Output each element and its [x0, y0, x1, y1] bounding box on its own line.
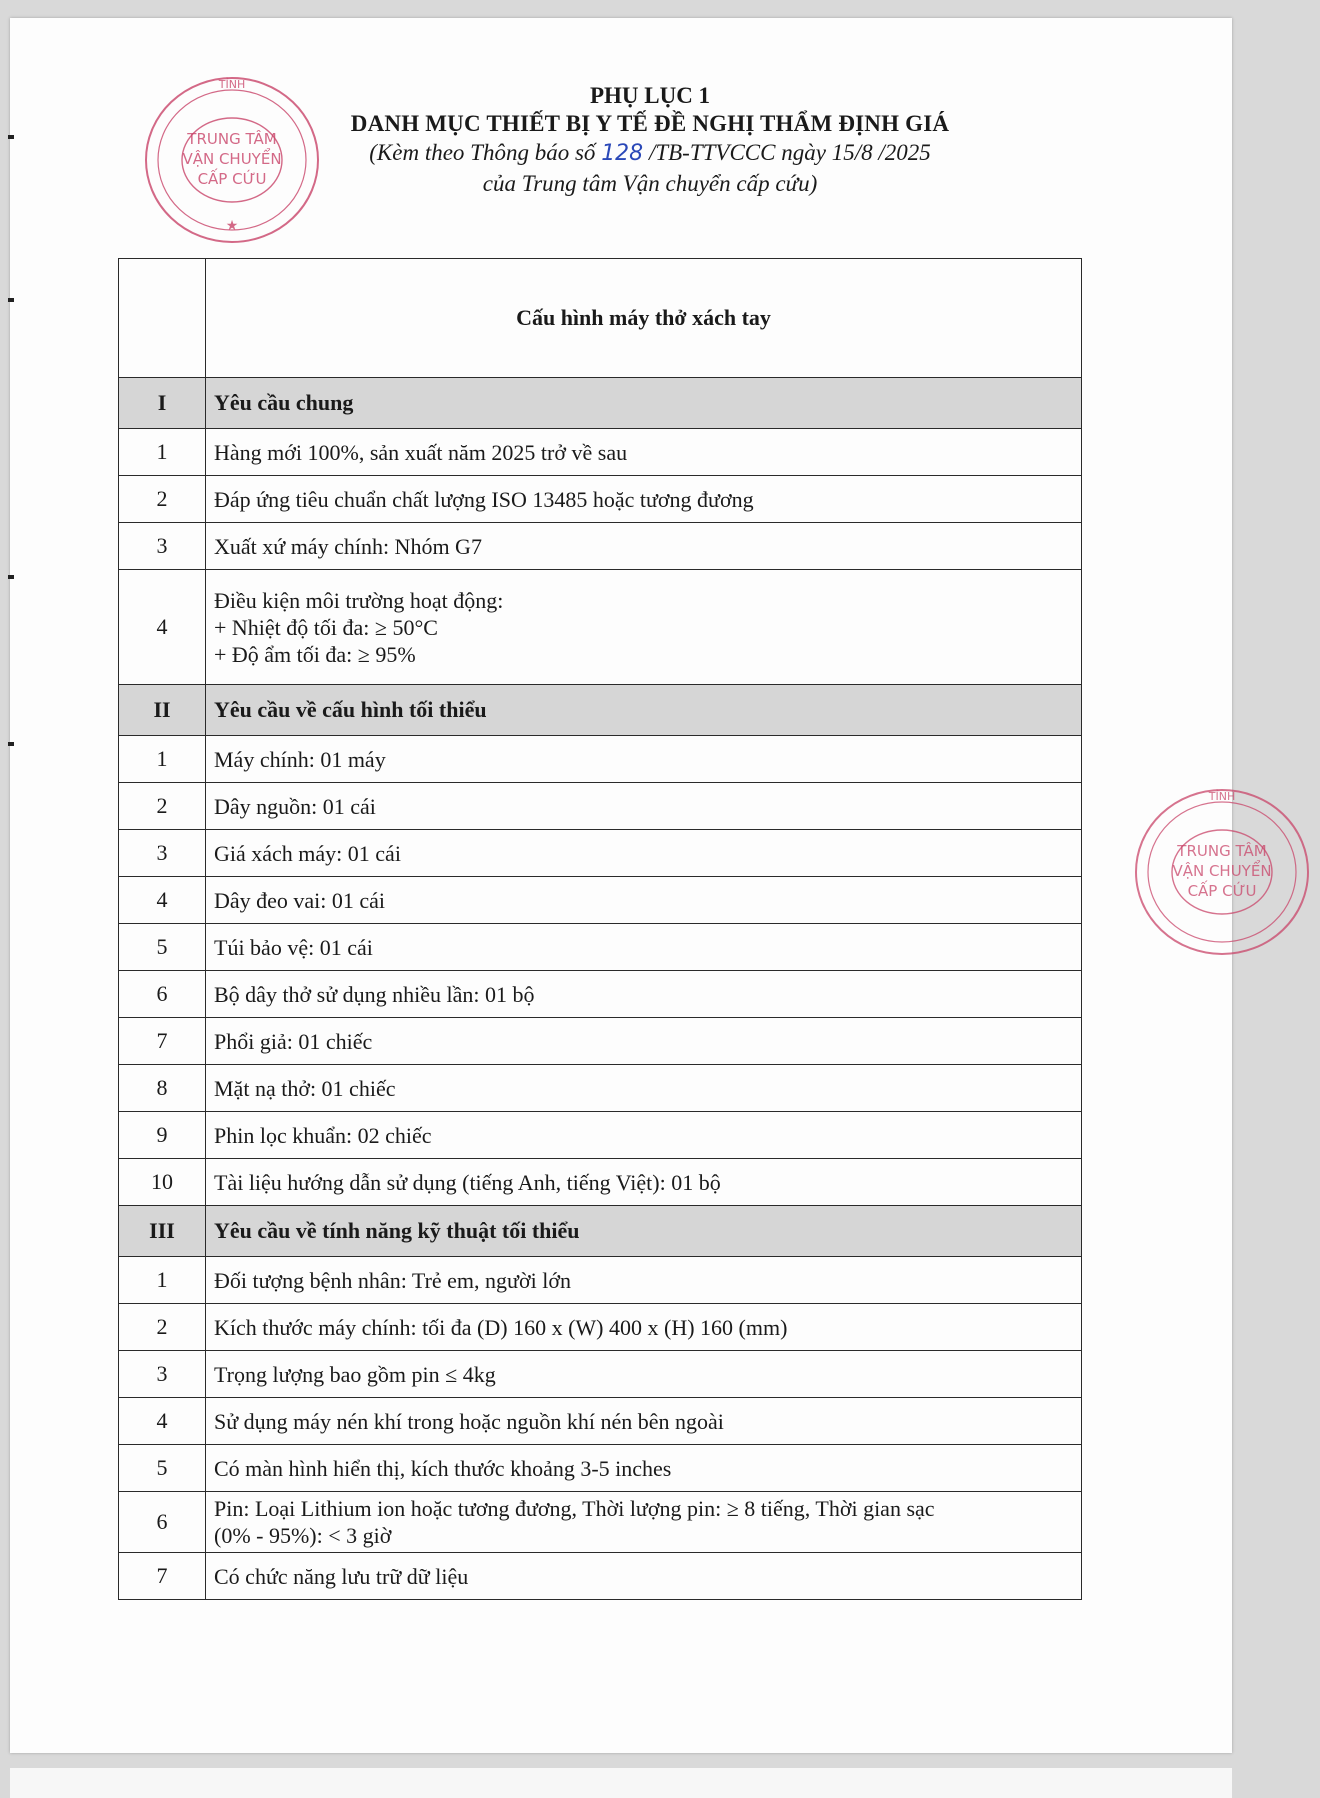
- row-content: [206, 523, 1082, 570]
- row-content: [206, 1112, 1082, 1159]
- stamp-line-2: VẬN CHUYỂN: [182, 150, 282, 168]
- row-number: 5: [119, 924, 206, 971]
- row-content-line: Dây đeo vai: 01 cái: [214, 887, 386, 913]
- row-content: [206, 429, 1082, 476]
- row-number: 6: [119, 1492, 206, 1553]
- stamp-line-1: TRUNG TÂM: [1177, 842, 1267, 860]
- scan-edge-mark: [8, 575, 14, 579]
- row-content-line: + Nhiệt độ tối đa: ≥ 50°C: [214, 614, 438, 640]
- issuer-line: của Trung tâm Vận chuyển cấp cứu): [482, 171, 818, 196]
- row-content-line: Phổi giả: 01 chiếc: [214, 1028, 373, 1054]
- row-content-line: Mặt nạ thở: 01 chiếc: [214, 1075, 396, 1101]
- row-number: 1: [119, 429, 206, 476]
- row-number: 2: [119, 783, 206, 830]
- row-content-line: Xuất xứ máy chính: Nhóm G7: [214, 533, 482, 559]
- official-stamp-partial: [1130, 782, 1272, 972]
- stamp-line-3: CẤP CỨU: [197, 170, 267, 188]
- table-row: [119, 1304, 1082, 1351]
- row-number: 3: [119, 1351, 206, 1398]
- row-content: [206, 570, 1082, 685]
- row-number: 4: [119, 570, 206, 685]
- row-number: 6: [119, 971, 206, 1018]
- row-number: 5: [119, 1445, 206, 1492]
- handwritten-number: 128: [601, 141, 644, 166]
- table-row: [119, 1159, 1082, 1206]
- section-row: [119, 1206, 1082, 1257]
- row-number: 7: [119, 1553, 206, 1600]
- table-row: [119, 523, 1082, 570]
- stamp-ring-text: TỈNH: [1208, 790, 1236, 803]
- next-page-edge: [10, 1768, 1232, 1798]
- row-content-line: Hàng mới 100%, sản xuất năm 2025 trở về sau: [214, 439, 628, 465]
- table-row: [119, 1492, 1082, 1553]
- row-content: [206, 1065, 1082, 1112]
- table-row: [119, 971, 1082, 1018]
- table-title-row: [119, 259, 1082, 378]
- table-row: [119, 877, 1082, 924]
- official-stamp: [140, 70, 330, 250]
- row-content: [206, 877, 1082, 924]
- row-content: [206, 1553, 1082, 1600]
- row-content-line: Phin lọc khuẩn: 02 chiếc: [214, 1122, 432, 1148]
- row-content: [206, 1304, 1082, 1351]
- table-row: [119, 783, 1082, 830]
- row-number: 3: [119, 523, 206, 570]
- row-number: 10: [119, 1159, 206, 1206]
- page-title: PHỤ LỤC 1: [589, 83, 711, 108]
- table-row: [119, 1018, 1082, 1065]
- title-num-cell: [119, 259, 206, 378]
- row-content-line: Có màn hình hiển thị, kích thước khoảng 3-5 inches: [214, 1455, 672, 1481]
- row-number: 1: [119, 1257, 206, 1304]
- row-content: [206, 1492, 1082, 1553]
- equipment-spec-table: [118, 258, 1082, 1600]
- row-number: 8: [119, 1065, 206, 1112]
- row-content: [206, 476, 1082, 523]
- row-content: [206, 783, 1082, 830]
- section-row: [119, 378, 1082, 429]
- table-row: [119, 1445, 1082, 1492]
- table-row: [119, 736, 1082, 783]
- row-content-line: Điều kiện môi trường hoạt động:: [214, 587, 504, 613]
- reference-suffix: /TB-TTVCCC ngày 15/8 /2025: [643, 140, 931, 165]
- table-row: [119, 830, 1082, 877]
- scan-edge-mark: [8, 298, 14, 302]
- section-label: Yêu cầu về cấu hình tối thiểu: [206, 685, 1082, 736]
- row-content-line: Túi bảo vệ: 01 cái: [214, 934, 373, 960]
- row-content-line: Đối tượng bệnh nhân: Trẻ em, người lớn: [214, 1267, 571, 1293]
- row-content: [206, 1159, 1082, 1206]
- table-row: [119, 1351, 1082, 1398]
- row-content-line: Pin: Loại Lithium ion hoặc tương đương, Thời lượng pin: ≥ 8 tiếng, Thời gian sạc: [214, 1496, 935, 1521]
- row-number: 4: [119, 877, 206, 924]
- stamp-line-2: VẬN CHUYỂN: [1172, 862, 1272, 880]
- section-number: II: [119, 685, 206, 736]
- table-row: [119, 924, 1082, 971]
- table-row: [119, 1398, 1082, 1445]
- row-content-line: Máy chính: 01 máy: [214, 746, 386, 772]
- row-number: 7: [119, 1018, 206, 1065]
- stamp-ring-text: TỈNH: [218, 78, 246, 91]
- row-number: 3: [119, 830, 206, 877]
- row-number: 1: [119, 736, 206, 783]
- row-content: [206, 830, 1082, 877]
- row-content: [206, 971, 1082, 1018]
- row-content: [206, 1257, 1082, 1304]
- row-content-line: Kích thước máy chính: tối đa (D) 160 x (W) 400 x (H) 160 (mm): [214, 1314, 788, 1340]
- row-content-line: Tài liệu hướng dẫn sử dụng (tiếng Anh, tiếng Việt): 01 bộ: [214, 1169, 721, 1195]
- scan-edge-mark: [8, 742, 14, 746]
- row-content-line: Có chức năng lưu trữ dữ liệu: [214, 1563, 469, 1589]
- row-content-line: Sử dụng máy nén khí trong hoặc nguồn khí nén bên ngoài: [214, 1408, 724, 1434]
- row-content: [206, 1351, 1082, 1398]
- section-label: Yêu cầu chung: [206, 378, 1082, 429]
- row-content-line: (0% - 95%): < 3 giờ: [214, 1523, 392, 1548]
- section-number: III: [119, 1206, 206, 1257]
- row-content: [206, 1445, 1082, 1492]
- table-row: [119, 429, 1082, 476]
- stamp-line-1: TRUNG TÂM: [187, 130, 277, 148]
- table-row: [119, 1065, 1082, 1112]
- row-number: 4: [119, 1398, 206, 1445]
- table-title: Cấu hình máy thở xách tay: [206, 259, 1082, 378]
- table-row: [119, 1112, 1082, 1159]
- row-number: 2: [119, 1304, 206, 1351]
- section-row: [119, 685, 1082, 736]
- section-number: I: [119, 378, 206, 429]
- row-content-line: Trọng lượng bao gồm pin ≤ 4kg: [214, 1361, 496, 1387]
- svg-text:★: ★: [225, 218, 239, 234]
- table-row: [119, 570, 1082, 685]
- row-content: [206, 924, 1082, 971]
- row-content: [206, 1398, 1082, 1445]
- row-content-line: + Độ ẩm tối đa: ≥ 95%: [214, 641, 416, 667]
- page-subtitle: DANH MỤC THIẾT BỊ Y TẾ ĐỀ NGHỊ THẨM ĐỊNH GIÁ: [350, 111, 950, 136]
- row-content-line: Giá xách máy: 01 cái: [214, 840, 401, 866]
- stamp-line-3: CẤP CỨU: [1187, 882, 1257, 900]
- row-content: [206, 1018, 1082, 1065]
- row-number: 9: [119, 1112, 206, 1159]
- row-content: [206, 736, 1082, 783]
- row-content-line: Bộ dây thở sử dụng nhiều lần: 01 bộ: [214, 981, 535, 1007]
- section-label: Yêu cầu về tính năng kỹ thuật tối thiểu: [206, 1206, 1082, 1257]
- row-content-line: Đáp ứng tiêu chuẩn chất lượng ISO 13485 hoặc tương đương: [214, 486, 754, 512]
- table-row: [119, 476, 1082, 523]
- reference-prefix: (Kèm theo Thông báo số: [369, 140, 602, 165]
- row-content-line: Dây nguồn: 01 cái: [214, 793, 376, 819]
- table-row: [119, 1553, 1082, 1600]
- table-row: [119, 1257, 1082, 1304]
- row-number: 2: [119, 476, 206, 523]
